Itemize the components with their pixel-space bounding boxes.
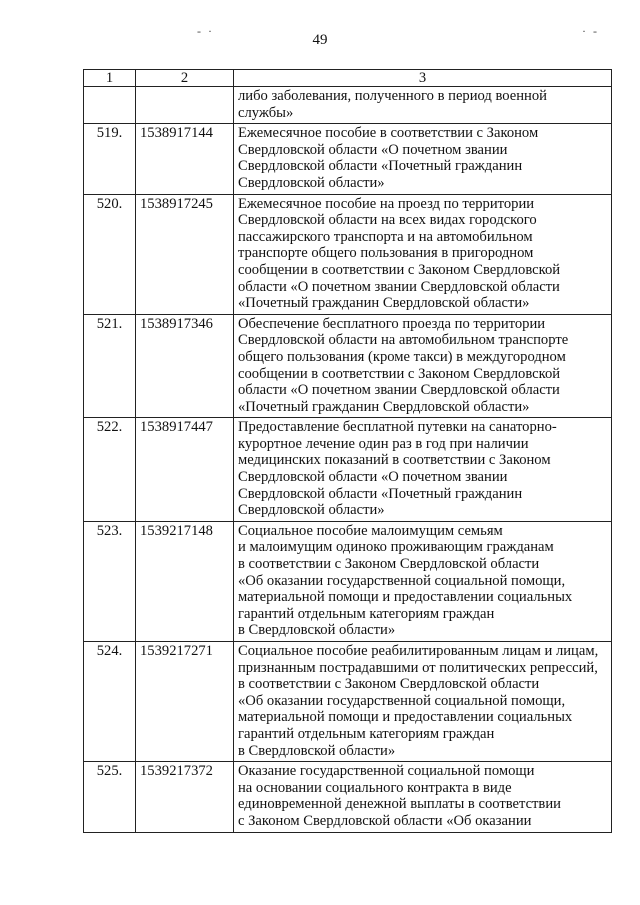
page-number: 49 [312,32,328,48]
row-code: 1539217372 [136,762,234,832]
column-header-code: 2 [136,70,234,87]
row-code: 1538917245 [136,194,234,314]
row-description: Социальное пособие малоимущим семьям и малоимущим одиноко проживающим гражданам в соответствии с Законом Свердловской области «Об оказании государственной социальной помощи, материальной помощи и предоставлении социальных гарантий отдельным категориям граждан в Свердловской области» [234,521,612,641]
row-description: Ежемесячное пособие в соответствии с Законом Свердловской области «О почетном звании Свердловской области «Почетный гражданин Свердловской области» [234,124,612,194]
row-description: Обеспечение бесплатного проезда по территории Свердловской области на автомобильном транспорте общего пользования (кроме такси) в междугородном сообщении в соответствии с Законом Свердловской области «О почетном звании Свердловской области «Почетный гражданин Свердловской области» [234,314,612,418]
table-header-row [84,70,612,87]
scan-mark-right: · - [582,24,599,38]
row-number: 520. [84,194,136,314]
row-description: Предоставление бесплатной путевки на санаторно- курортное лечение один раз в год при наличии медицинских показаний в соответствии с Законом Свердловской области «О почетном звании Свердловской области «Почетный гражданин Свердловской области» [234,418,612,522]
table-row [84,87,612,124]
row-code [136,87,234,124]
row-number: 524. [84,642,136,762]
table-row [84,314,612,418]
row-number: 519. [84,124,136,194]
row-description: Социальное пособие реабилитированным лицам и лицам, признанным пострадавшими от политических репрессий, в соответствии с Законом Свердловской области «Об оказании государственной социальной помощи, материальной помощи и предоставлении социальных гарантий отдельным категориям граждан в Свердловской области» [234,642,612,762]
table-row [84,521,612,641]
row-code: 1538917447 [136,418,234,522]
row-code: 1538917346 [136,314,234,418]
table-row [84,124,612,194]
row-description: либо заболевания, полученного в период военной службы» [234,87,612,124]
row-number: 522. [84,418,136,522]
scan-mark-left: - · [197,24,214,38]
table-row [84,762,612,832]
column-header-number: 1 [84,70,136,87]
table-row [84,418,612,522]
row-code: 1539217148 [136,521,234,641]
row-number: 521. [84,314,136,418]
row-number [84,87,136,124]
benefits-table [83,69,612,833]
column-header-description: 3 [234,70,612,87]
table-row [84,194,612,314]
row-number: 525. [84,762,136,832]
row-number: 523. [84,521,136,641]
row-code: 1538917144 [136,124,234,194]
row-description: Оказание государственной социальной помощи на основании социального контракта в виде единовременной денежной выплаты в соответствии с Законом Свердловской области «Об оказании [234,762,612,832]
row-code: 1539217271 [136,642,234,762]
table-row [84,642,612,762]
row-description: Ежемесячное пособие на проезд по территории Свердловской области на всех видах городского пассажирского транспорта и на автомобильном транспорте общего пользования в пригородном сообщении в соответствии с Законом Свердловской области «О почетном звании Свердловской области «Почетный гражданин Свердловской области» [234,194,612,314]
